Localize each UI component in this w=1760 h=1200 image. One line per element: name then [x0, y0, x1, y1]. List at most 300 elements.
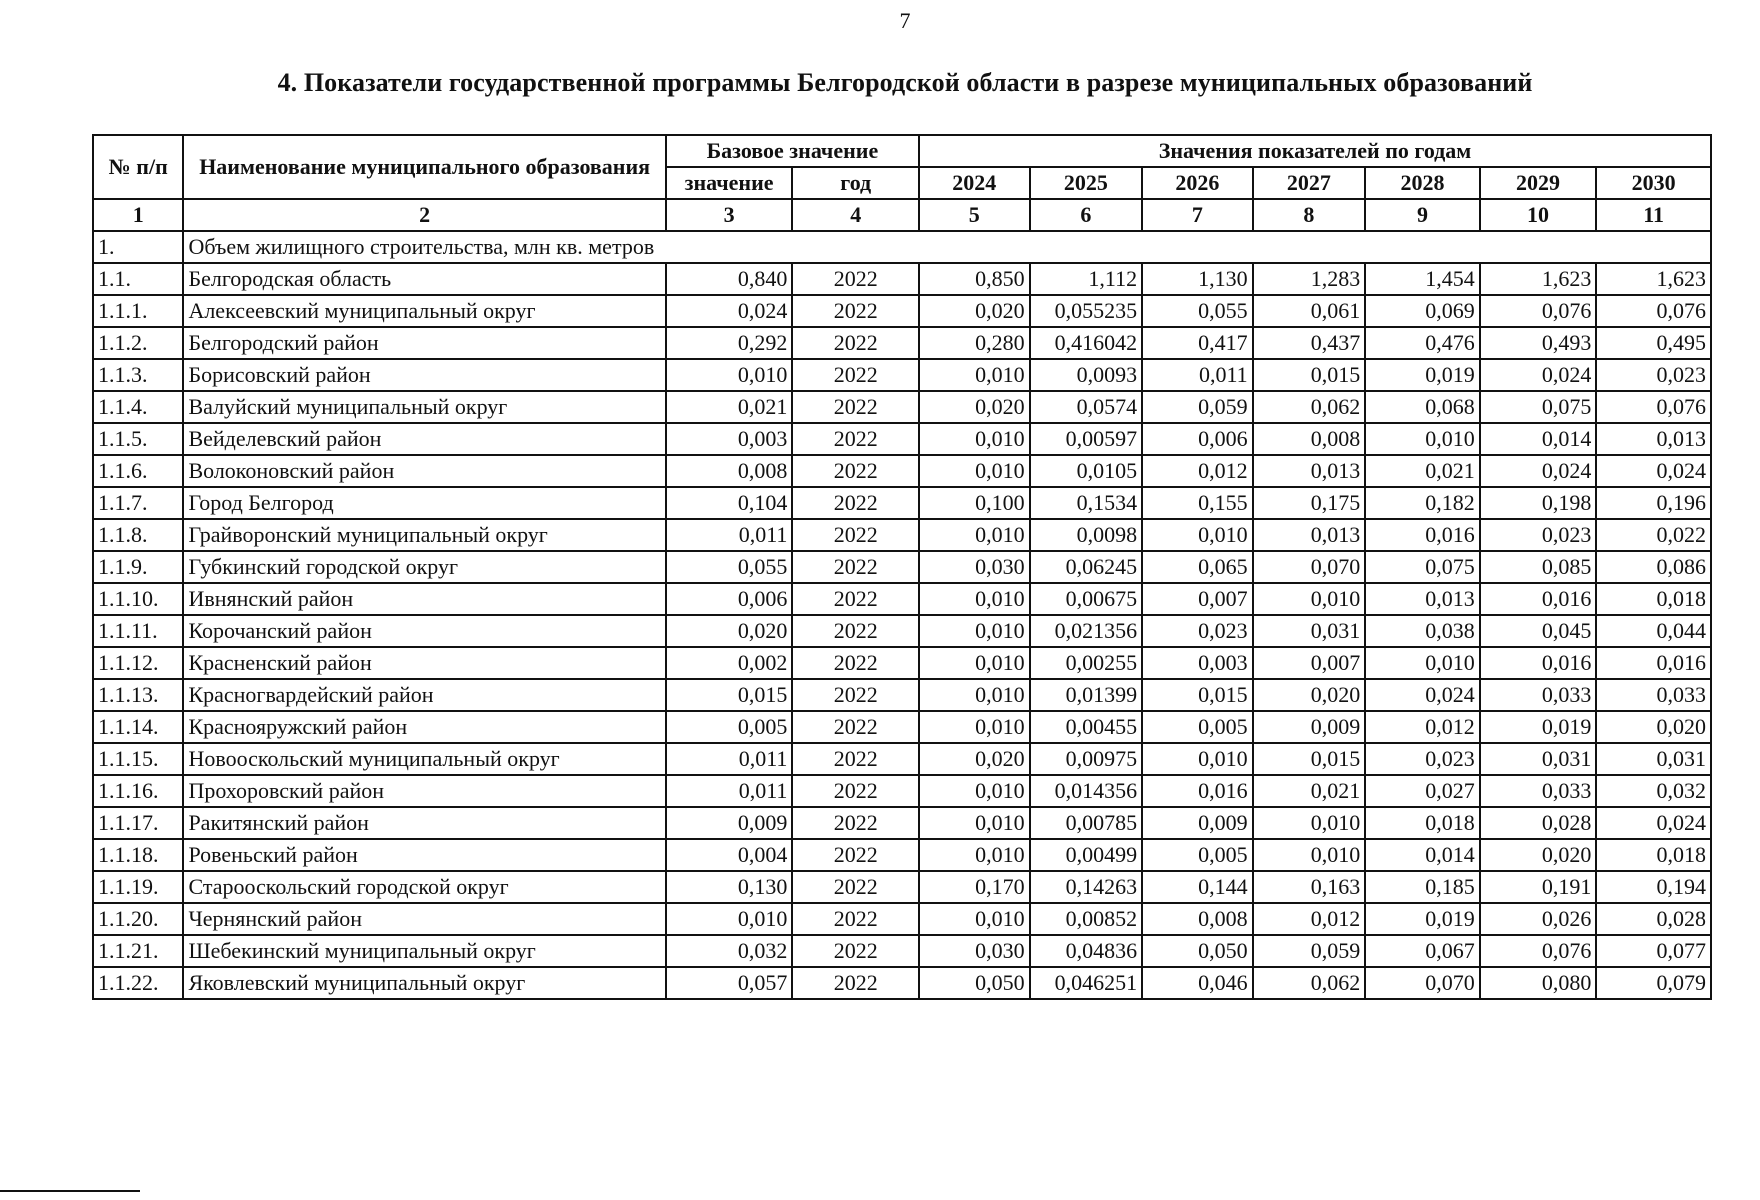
row-base-year: 2022 [792, 711, 919, 743]
row-base-year: 2022 [792, 679, 919, 711]
row-value-2024: 0,170 [919, 871, 1030, 903]
row-base-year: 2022 [792, 807, 919, 839]
header-year-2027: 2027 [1253, 167, 1366, 199]
row-value-2026: 0,010 [1142, 743, 1253, 775]
row-value-2026: 0,417 [1142, 327, 1253, 359]
row-value-2025: 0,04836 [1030, 935, 1143, 967]
table-row [93, 967, 1711, 999]
row-base-value: 0,010 [666, 903, 793, 935]
row-base-value: 0,002 [666, 647, 793, 679]
row-municipality-name: Шебекинский муниципальный округ [183, 935, 665, 967]
row-municipality-name: Алексеевский муниципальный округ [183, 295, 665, 327]
row-value-2027: 0,020 [1253, 679, 1366, 711]
row-base-year: 2022 [792, 903, 919, 935]
row-municipality-name: Новооскольский муниципальный округ [183, 743, 665, 775]
row-value-2026: 0,008 [1142, 903, 1253, 935]
row-value-2024: 0,010 [919, 423, 1030, 455]
row-base-year: 2022 [792, 359, 919, 391]
row-value-2030: 0,024 [1596, 807, 1711, 839]
row-code: 1.1.6. [93, 455, 183, 487]
column-number-row [93, 199, 1711, 231]
row-value-2024: 0,020 [919, 743, 1030, 775]
row-value-2030: 0,033 [1596, 679, 1711, 711]
row-municipality-name: Белгородская область [183, 263, 665, 295]
row-value-2026: 0,046 [1142, 967, 1253, 999]
column-number: 2 [183, 199, 665, 231]
row-value-2030: 0,076 [1596, 391, 1711, 423]
row-value-2028: 0,070 [1365, 967, 1480, 999]
row-code: 1.1.18. [93, 839, 183, 871]
column-number: 11 [1596, 199, 1711, 231]
row-value-2030: 0,018 [1596, 839, 1711, 871]
row-value-2028: 0,019 [1365, 903, 1480, 935]
row-municipality-name: Корочанский район [183, 615, 665, 647]
row-municipality-name: Вейделевский район [183, 423, 665, 455]
header-year-2028: 2028 [1365, 167, 1480, 199]
row-value-2030: 0,196 [1596, 487, 1711, 519]
header-base-year: год [792, 167, 919, 199]
row-value-2027: 0,061 [1253, 295, 1366, 327]
row-municipality-name: Красненский район [183, 647, 665, 679]
row-value-2029: 0,076 [1480, 935, 1597, 967]
row-value-2024: 0,010 [919, 583, 1030, 615]
table-row [93, 807, 1711, 839]
column-number: 10 [1480, 199, 1597, 231]
row-municipality-name: Ивнянский район [183, 583, 665, 615]
row-value-2026: 0,011 [1142, 359, 1253, 391]
row-base-year: 2022 [792, 743, 919, 775]
row-code: 1.1.15. [93, 743, 183, 775]
row-municipality-name: Губкинский городской округ [183, 551, 665, 583]
row-value-2027: 0,008 [1253, 423, 1366, 455]
row-code: 1.1.10. [93, 583, 183, 615]
row-value-2030: 0,495 [1596, 327, 1711, 359]
table-row [93, 775, 1711, 807]
row-value-2029: 0,024 [1480, 359, 1597, 391]
row-base-year: 2022 [792, 487, 919, 519]
row-value-2028: 0,010 [1365, 647, 1480, 679]
row-value-2025: 0,0574 [1030, 391, 1143, 423]
row-base-year: 2022 [792, 775, 919, 807]
row-municipality-name: Город Белгород [183, 487, 665, 519]
row-value-2026: 0,006 [1142, 423, 1253, 455]
row-value-2028: 0,185 [1365, 871, 1480, 903]
row-value-2030: 0,023 [1596, 359, 1711, 391]
table-row [93, 455, 1711, 487]
row-value-2027: 0,012 [1253, 903, 1366, 935]
table-row [93, 391, 1711, 423]
row-base-value: 0,130 [666, 871, 793, 903]
row-base-value: 0,008 [666, 455, 793, 487]
row-value-2027: 0,062 [1253, 391, 1366, 423]
row-value-2026: 0,050 [1142, 935, 1253, 967]
header-year-2029: 2029 [1480, 167, 1597, 199]
document-title: 4. Показатели государственной программы Белгородской области в разрезе муниципальных образований [277, 68, 1533, 97]
row-base-year: 2022 [792, 295, 919, 327]
column-number: 5 [919, 199, 1030, 231]
row-value-2024: 0,010 [919, 775, 1030, 807]
row-municipality-name: Белгородский район [183, 327, 665, 359]
row-value-2025: 0,06245 [1030, 551, 1143, 583]
row-value-2027: 0,163 [1253, 871, 1366, 903]
row-base-year: 2022 [792, 391, 919, 423]
row-code: 1.1.2. [93, 327, 183, 359]
row-base-year: 2022 [792, 263, 919, 295]
row-municipality-name: Прохоровский район [183, 775, 665, 807]
row-value-2027: 0,062 [1253, 967, 1366, 999]
row-code: 1.1.16. [93, 775, 183, 807]
row-value-2029: 0,033 [1480, 775, 1597, 807]
row-value-2026: 0,155 [1142, 487, 1253, 519]
column-number: 7 [1142, 199, 1253, 231]
row-value-2029: 0,023 [1480, 519, 1597, 551]
row-base-value: 0,011 [666, 743, 793, 775]
row-base-year: 2022 [792, 551, 919, 583]
column-number: 8 [1253, 199, 1366, 231]
row-value-2027: 0,437 [1253, 327, 1366, 359]
row-value-2027: 0,010 [1253, 583, 1366, 615]
row-base-value: 0,006 [666, 583, 793, 615]
row-code: 1.1.17. [93, 807, 183, 839]
table-row [93, 551, 1711, 583]
row-value-2026: 0,059 [1142, 391, 1253, 423]
row-value-2030: 1,623 [1596, 263, 1711, 295]
row-value-2027: 0,015 [1253, 743, 1366, 775]
row-municipality-name: Ровеньский район [183, 839, 665, 871]
row-value-2029: 0,493 [1480, 327, 1597, 359]
table-row [93, 711, 1711, 743]
row-value-2026: 0,007 [1142, 583, 1253, 615]
row-value-2028: 0,075 [1365, 551, 1480, 583]
row-value-2024: 0,010 [919, 647, 1030, 679]
row-value-2030: 0,044 [1596, 615, 1711, 647]
table-row [93, 327, 1711, 359]
row-value-2029: 0,028 [1480, 807, 1597, 839]
row-value-2030: 0,022 [1596, 519, 1711, 551]
row-value-2026: 1,130 [1142, 263, 1253, 295]
row-value-2025: 1,112 [1030, 263, 1143, 295]
row-value-2028: 0,021 [1365, 455, 1480, 487]
row-value-2028: 0,019 [1365, 359, 1480, 391]
row-value-2029: 0,045 [1480, 615, 1597, 647]
table-row [93, 295, 1711, 327]
row-value-2025: 0,055235 [1030, 295, 1143, 327]
row-value-2024: 0,010 [919, 455, 1030, 487]
table-row [93, 487, 1711, 519]
row-value-2024: 0,030 [919, 551, 1030, 583]
row-value-2024: 0,280 [919, 327, 1030, 359]
row-value-2029: 0,075 [1480, 391, 1597, 423]
row-base-value: 0,011 [666, 519, 793, 551]
table-row [93, 679, 1711, 711]
row-value-2029: 0,024 [1480, 455, 1597, 487]
row-value-2030: 0,016 [1596, 647, 1711, 679]
row-code: 1.1.22. [93, 967, 183, 999]
row-base-value: 0,292 [666, 327, 793, 359]
row-value-2025: 0,046251 [1030, 967, 1143, 999]
row-base-value: 0,104 [666, 487, 793, 519]
row-base-year: 2022 [792, 647, 919, 679]
column-number: 4 [792, 199, 919, 231]
row-value-2028: 0,069 [1365, 295, 1480, 327]
row-value-2028: 0,016 [1365, 519, 1480, 551]
row-value-2027: 0,070 [1253, 551, 1366, 583]
row-value-2029: 0,031 [1480, 743, 1597, 775]
row-value-2025: 0,14263 [1030, 871, 1143, 903]
row-value-2025: 0,00499 [1030, 839, 1143, 871]
row-value-2030: 0,079 [1596, 967, 1711, 999]
table-row [93, 839, 1711, 871]
row-base-value: 0,015 [666, 679, 793, 711]
header-name: Наименование муниципального образования [183, 135, 665, 199]
row-code: 1.1.13. [93, 679, 183, 711]
row-value-2029: 0,085 [1480, 551, 1597, 583]
table-row [93, 583, 1711, 615]
row-code: 1.1.3. [93, 359, 183, 391]
row-value-2025: 0,00785 [1030, 807, 1143, 839]
row-value-2030: 0,024 [1596, 455, 1711, 487]
row-base-year: 2022 [792, 455, 919, 487]
header-year-2024: 2024 [919, 167, 1030, 199]
table-body [93, 231, 1711, 999]
row-value-2029: 0,191 [1480, 871, 1597, 903]
row-code: 1.1.1. [93, 295, 183, 327]
row-value-2027: 0,013 [1253, 455, 1366, 487]
row-municipality-name: Красногвардейский район [183, 679, 665, 711]
row-value-2025: 0,00975 [1030, 743, 1143, 775]
row-base-year: 2022 [792, 583, 919, 615]
header-year-2030: 2030 [1596, 167, 1711, 199]
row-base-value: 0,005 [666, 711, 793, 743]
row-value-2024: 0,010 [919, 839, 1030, 871]
row-base-year: 2022 [792, 327, 919, 359]
footnote-divider [0, 1190, 140, 1192]
row-base-value: 0,003 [666, 423, 793, 455]
column-number: 1 [93, 199, 183, 231]
row-value-2026: 0,023 [1142, 615, 1253, 647]
row-base-value: 0,010 [666, 359, 793, 391]
table-row [93, 263, 1711, 295]
header-base: Базовое значение [666, 135, 919, 167]
row-value-2024: 0,100 [919, 487, 1030, 519]
row-value-2025: 0,00455 [1030, 711, 1143, 743]
row-value-2026: 0,005 [1142, 839, 1253, 871]
row-value-2024: 0,050 [919, 967, 1030, 999]
row-value-2025: 0,00255 [1030, 647, 1143, 679]
row-value-2027: 0,021 [1253, 775, 1366, 807]
row-value-2029: 0,033 [1480, 679, 1597, 711]
row-base-value: 0,024 [666, 295, 793, 327]
row-value-2026: 0,055 [1142, 295, 1253, 327]
column-number: 6 [1030, 199, 1143, 231]
row-value-2028: 0,014 [1365, 839, 1480, 871]
row-municipality-name: Краснояружский район [183, 711, 665, 743]
row-base-value: 0,032 [666, 935, 793, 967]
row-municipality-name: Яковлевский муниципальный округ [183, 967, 665, 999]
row-base-value: 0,055 [666, 551, 793, 583]
table-row [93, 743, 1711, 775]
header-year-2025: 2025 [1030, 167, 1143, 199]
page-number: 7 [899, 8, 911, 33]
row-value-2026: 0,065 [1142, 551, 1253, 583]
row-value-2024: 0,010 [919, 679, 1030, 711]
row-value-2026: 0,016 [1142, 775, 1253, 807]
row-base-value: 0,840 [666, 263, 793, 295]
header-years-group: Значения показателей по годам [919, 135, 1711, 167]
row-code: 1.1.12. [93, 647, 183, 679]
row-value-2028: 0,038 [1365, 615, 1480, 647]
row-value-2024: 0,010 [919, 711, 1030, 743]
row-value-2024: 0,020 [919, 391, 1030, 423]
row-value-2024: 0,030 [919, 935, 1030, 967]
row-value-2027: 1,283 [1253, 263, 1366, 295]
row-value-2025: 0,1534 [1030, 487, 1143, 519]
row-value-2026: 0,005 [1142, 711, 1253, 743]
row-code: 1.1.7. [93, 487, 183, 519]
row-value-2028: 0,027 [1365, 775, 1480, 807]
column-number: 3 [666, 199, 793, 231]
row-value-2030: 0,020 [1596, 711, 1711, 743]
table-row [93, 647, 1711, 679]
table-row [93, 935, 1711, 967]
row-municipality-name: Чернянский район [183, 903, 665, 935]
row-value-2027: 0,015 [1253, 359, 1366, 391]
row-value-2028: 0,018 [1365, 807, 1480, 839]
row-code: 1.1.5. [93, 423, 183, 455]
row-base-value: 0,011 [666, 775, 793, 807]
table-row [93, 871, 1711, 903]
row-base-year: 2022 [792, 423, 919, 455]
row-value-2025: 0,0093 [1030, 359, 1143, 391]
row-code: 1.1.11. [93, 615, 183, 647]
row-municipality-name: Грайворонский муниципальный округ [183, 519, 665, 551]
row-value-2025: 0,021356 [1030, 615, 1143, 647]
row-value-2029: 0,080 [1480, 967, 1597, 999]
row-value-2030: 0,032 [1596, 775, 1711, 807]
row-value-2027: 0,059 [1253, 935, 1366, 967]
row-base-value: 0,020 [666, 615, 793, 647]
row-base-year: 2022 [792, 967, 919, 999]
row-code: 1.1.14. [93, 711, 183, 743]
row-value-2025: 0,00675 [1030, 583, 1143, 615]
row-value-2025: 0,014356 [1030, 775, 1143, 807]
row-value-2030: 0,194 [1596, 871, 1711, 903]
indicators-table [92, 134, 1712, 1000]
row-value-2026: 0,009 [1142, 807, 1253, 839]
row-value-2030: 0,076 [1596, 295, 1711, 327]
row-base-value: 0,057 [666, 967, 793, 999]
row-value-2029: 1,623 [1480, 263, 1597, 295]
row-code: 1.1.21. [93, 935, 183, 967]
row-municipality-name: Валуйский муниципальный округ [183, 391, 665, 423]
row-value-2030: 0,018 [1596, 583, 1711, 615]
row-value-2027: 0,009 [1253, 711, 1366, 743]
row-code: 1.1.19. [93, 871, 183, 903]
row-value-2028: 0,024 [1365, 679, 1480, 711]
row-municipality-name: Ракитянский район [183, 807, 665, 839]
row-value-2029: 0,076 [1480, 295, 1597, 327]
row-value-2027: 0,010 [1253, 839, 1366, 871]
row-value-2029: 0,016 [1480, 583, 1597, 615]
row-base-year: 2022 [792, 615, 919, 647]
row-value-2029: 0,016 [1480, 647, 1597, 679]
row-base-year: 2022 [792, 935, 919, 967]
row-value-2025: 0,01399 [1030, 679, 1143, 711]
row-municipality-name: Волоконовский район [183, 455, 665, 487]
row-value-2025: 0,00597 [1030, 423, 1143, 455]
row-value-2029: 0,020 [1480, 839, 1597, 871]
header-num: № п/п [93, 135, 183, 199]
row-value-2025: 0,0098 [1030, 519, 1143, 551]
row-value-2028: 0,068 [1365, 391, 1480, 423]
row-value-2027: 0,031 [1253, 615, 1366, 647]
row-value-2030: 0,031 [1596, 743, 1711, 775]
section-label: Объем жилищного строительства, млн кв. метров [183, 231, 1711, 263]
row-value-2026: 0,015 [1142, 679, 1253, 711]
row-code: 1.1. [93, 263, 183, 295]
header-base-value: значение [666, 167, 793, 199]
row-value-2028: 0,012 [1365, 711, 1480, 743]
row-value-2029: 0,198 [1480, 487, 1597, 519]
row-code: 1.1.9. [93, 551, 183, 583]
row-base-value: 0,009 [666, 807, 793, 839]
row-base-year: 2022 [792, 839, 919, 871]
row-value-2029: 0,019 [1480, 711, 1597, 743]
row-value-2025: 0,416042 [1030, 327, 1143, 359]
row-value-2026: 0,003 [1142, 647, 1253, 679]
row-value-2026: 0,144 [1142, 871, 1253, 903]
row-value-2028: 0,013 [1365, 583, 1480, 615]
row-value-2029: 0,026 [1480, 903, 1597, 935]
row-base-year: 2022 [792, 871, 919, 903]
row-value-2025: 0,0105 [1030, 455, 1143, 487]
row-value-2027: 0,013 [1253, 519, 1366, 551]
row-code: 1.1.8. [93, 519, 183, 551]
table-row [93, 903, 1711, 935]
row-value-2024: 0,010 [919, 807, 1030, 839]
row-value-2026: 0,012 [1142, 455, 1253, 487]
table-row [93, 615, 1711, 647]
row-value-2030: 0,077 [1596, 935, 1711, 967]
row-value-2025: 0,00852 [1030, 903, 1143, 935]
column-number: 9 [1365, 199, 1480, 231]
table-row [93, 519, 1711, 551]
row-value-2027: 0,007 [1253, 647, 1366, 679]
row-value-2024: 0,010 [919, 615, 1030, 647]
row-value-2027: 0,010 [1253, 807, 1366, 839]
row-value-2024: 0,010 [919, 519, 1030, 551]
row-value-2029: 0,014 [1480, 423, 1597, 455]
row-base-value: 0,004 [666, 839, 793, 871]
row-code: 1.1.20. [93, 903, 183, 935]
row-value-2030: 0,086 [1596, 551, 1711, 583]
row-value-2027: 0,175 [1253, 487, 1366, 519]
row-value-2026: 0,010 [1142, 519, 1253, 551]
row-value-2028: 0,476 [1365, 327, 1480, 359]
row-value-2024: 0,010 [919, 903, 1030, 935]
row-value-2030: 0,013 [1596, 423, 1711, 455]
row-municipality-name: Борисовский район [183, 359, 665, 391]
table-row [93, 423, 1711, 455]
row-value-2024: 0,010 [919, 359, 1030, 391]
header-year-2026: 2026 [1142, 167, 1253, 199]
row-value-2028: 0,010 [1365, 423, 1480, 455]
row-value-2028: 0,023 [1365, 743, 1480, 775]
row-value-2024: 0,020 [919, 295, 1030, 327]
row-value-2028: 1,454 [1365, 263, 1480, 295]
row-base-value: 0,021 [666, 391, 793, 423]
row-base-year: 2022 [792, 519, 919, 551]
